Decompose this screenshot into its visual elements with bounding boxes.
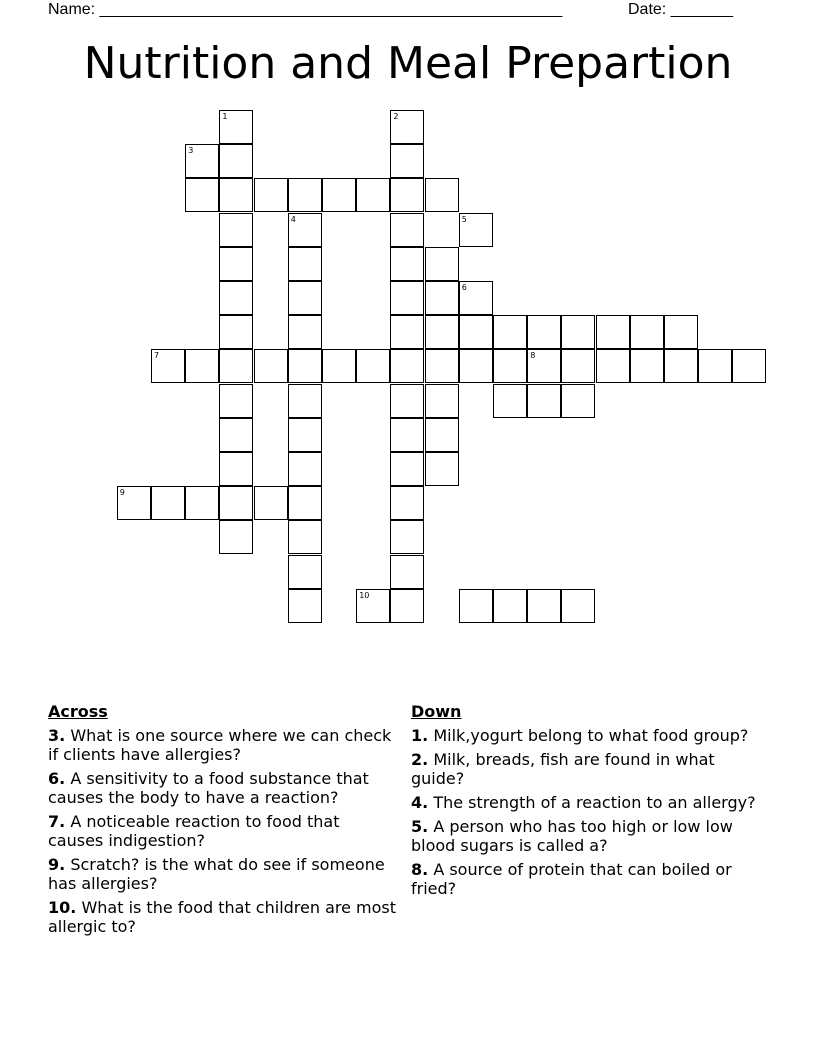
crossword-cell[interactable] <box>219 418 253 452</box>
crossword-cell[interactable] <box>664 315 698 349</box>
cell-number: 2 <box>393 112 399 121</box>
crossword-cell[interactable] <box>288 589 322 623</box>
crossword-cell[interactable] <box>425 452 459 486</box>
crossword-cell[interactable] <box>219 281 253 315</box>
clue-text: A source of protein that can boiled or fried? <box>411 860 732 898</box>
crossword-cell[interactable] <box>390 384 424 418</box>
across-clue-list <box>48 726 398 936</box>
crossword-cell[interactable] <box>254 486 288 520</box>
crossword-cell-numbered[interactable] <box>459 213 493 247</box>
clue-number: 2. <box>411 750 429 769</box>
crossword-cell[interactable] <box>630 349 664 383</box>
crossword-cell[interactable] <box>596 315 630 349</box>
clue-number: 7. <box>48 812 66 831</box>
crossword-cell[interactable] <box>459 589 493 623</box>
across-clue <box>48 898 398 936</box>
crossword-cell[interactable] <box>356 178 390 212</box>
crossword-cell[interactable] <box>732 349 766 383</box>
crossword-cell[interactable] <box>561 349 595 383</box>
crossword-cell[interactable] <box>561 384 595 418</box>
down-clue <box>411 793 761 812</box>
crossword-cell[interactable] <box>390 486 424 520</box>
clue-text: The strength of a reaction to an allergy? <box>433 793 756 812</box>
crossword-cell[interactable] <box>664 349 698 383</box>
crossword-cell[interactable] <box>561 589 595 623</box>
down-clue <box>411 860 761 898</box>
down-clue <box>411 750 761 788</box>
crossword-cell[interactable] <box>288 452 322 486</box>
crossword-cell[interactable] <box>425 418 459 452</box>
clue-number: 6. <box>48 769 66 788</box>
clue-text: Milk,yogurt belong to what food group? <box>433 726 749 745</box>
crossword-cell[interactable] <box>151 486 185 520</box>
crossword-cell[interactable] <box>185 178 219 212</box>
crossword-cell-numbered[interactable] <box>288 213 322 247</box>
crossword-cell[interactable] <box>561 315 595 349</box>
clue-number: 9. <box>48 855 66 874</box>
crossword-cell[interactable] <box>219 144 253 178</box>
crossword-cell[interactable] <box>219 247 253 281</box>
crossword-cell[interactable] <box>459 315 493 349</box>
crossword-cell[interactable] <box>390 555 424 589</box>
crossword-cell-numbered[interactable] <box>117 486 151 520</box>
clue-number: 3. <box>48 726 66 745</box>
crossword-cell[interactable] <box>493 384 527 418</box>
crossword-cell[interactable] <box>288 247 322 281</box>
crossword-cell[interactable] <box>288 384 322 418</box>
crossword-cell[interactable] <box>219 384 253 418</box>
crossword-cell[interactable] <box>493 589 527 623</box>
down-clue <box>411 726 761 745</box>
crossword-cell[interactable] <box>390 213 424 247</box>
crossword-cell[interactable] <box>219 520 253 554</box>
cell-number: 4 <box>290 214 296 224</box>
crossword-cell[interactable] <box>288 555 322 589</box>
across-heading: Across <box>48 702 108 721</box>
date-field[interactable]: Date: _______ <box>628 1 733 18</box>
clue-text: Scratch? is the what do see if someone has allergies? <box>48 855 385 893</box>
across-clue <box>48 726 398 764</box>
crossword-cell[interactable] <box>390 178 424 212</box>
crossword-cell[interactable] <box>493 315 527 349</box>
crossword-cell[interactable] <box>219 452 253 486</box>
crossword-cell[interactable] <box>288 349 322 383</box>
cell-number: 6 <box>461 283 467 292</box>
clue-number: 10. <box>48 898 77 917</box>
clue-number: 5. <box>411 817 429 836</box>
crossword-cell[interactable] <box>425 281 459 315</box>
clue-text: What is one source where we can check if clients have allergies? <box>48 726 392 764</box>
cell-number: 10 <box>359 590 370 600</box>
crossword-cell[interactable] <box>390 452 424 486</box>
clue-number: 8. <box>411 860 429 879</box>
crossword-cell[interactable] <box>390 418 424 452</box>
crossword-cell[interactable] <box>527 384 561 418</box>
crossword-cell[interactable] <box>356 349 390 383</box>
crossword-cell-numbered[interactable] <box>527 349 561 383</box>
across-clue <box>48 812 398 850</box>
crossword-cell-numbered[interactable] <box>390 110 424 144</box>
crossword-cell[interactable] <box>596 349 630 383</box>
crossword-cell-numbered[interactable] <box>356 589 390 623</box>
crossword-cell-numbered[interactable] <box>151 349 185 383</box>
crossword-cell[interactable] <box>698 349 732 383</box>
crossword-cell[interactable] <box>185 486 219 520</box>
crossword-cell[interactable] <box>219 213 253 247</box>
crossword-cell[interactable] <box>390 281 424 315</box>
crossword-cell[interactable] <box>254 178 288 212</box>
crossword-cell[interactable] <box>219 349 253 383</box>
across-clue <box>48 769 398 807</box>
crossword-cell[interactable] <box>459 349 493 383</box>
clue-number: 1. <box>411 726 429 745</box>
cell-number: 8 <box>530 351 536 361</box>
crossword-cell[interactable] <box>425 247 459 281</box>
clue-text: A noticeable reaction to food that causes indigestion? <box>48 812 340 850</box>
crossword-cell[interactable] <box>288 486 322 520</box>
crossword-cell[interactable] <box>288 178 322 212</box>
cell-number: 1 <box>222 112 228 121</box>
crossword-cell-numbered[interactable] <box>185 144 219 178</box>
crossword-cell[interactable] <box>630 315 664 349</box>
page-title: Nutrition and Meal Prepartion <box>83 38 733 89</box>
crossword-cell[interactable] <box>288 315 322 349</box>
cell-number: 9 <box>119 488 125 498</box>
crossword-cell[interactable] <box>322 349 356 383</box>
crossword-cell[interactable] <box>425 178 459 212</box>
across-clues <box>48 702 398 941</box>
crossword-cell[interactable] <box>390 247 424 281</box>
crossword-cell-numbered[interactable] <box>219 110 253 144</box>
across-clue <box>48 855 398 893</box>
down-clues <box>411 702 761 903</box>
crossword-cell[interactable] <box>288 418 322 452</box>
crossword-cell[interactable] <box>322 178 356 212</box>
crossword-cell[interactable] <box>254 349 288 383</box>
crossword-cell[interactable] <box>390 589 424 623</box>
crossword-cell[interactable] <box>185 349 219 383</box>
down-clue <box>411 817 761 855</box>
crossword-cell[interactable] <box>219 178 253 212</box>
cell-number: 7 <box>154 351 160 361</box>
crossword-cell[interactable] <box>425 315 459 349</box>
name-field[interactable]: Name: ____________________________________________________ <box>48 1 563 18</box>
crossword-cell[interactable] <box>390 520 424 554</box>
clue-text: A person who has too high or low low blood sugars is called a? <box>411 817 733 855</box>
crossword-cell[interactable] <box>288 520 322 554</box>
crossword-cell[interactable] <box>527 589 561 623</box>
clue-text: A sensitivity to a food substance that causes the body to have a reaction? <box>48 769 369 807</box>
cell-number: 3 <box>188 146 194 156</box>
cell-number: 5 <box>461 214 467 224</box>
down-heading: Down <box>411 702 462 721</box>
crossword-cell[interactable] <box>288 281 322 315</box>
crossword-cell[interactable] <box>390 349 424 383</box>
crossword-cell[interactable] <box>425 349 459 383</box>
clue-text: Milk, breads, fish are found in what guide? <box>411 750 715 788</box>
crossword-cell[interactable] <box>527 315 561 349</box>
crossword-cell[interactable] <box>219 315 253 349</box>
crossword-cell-numbered[interactable] <box>459 281 493 315</box>
down-clue-list <box>411 726 761 898</box>
crossword-cell[interactable] <box>390 144 424 178</box>
crossword-cell[interactable] <box>219 486 253 520</box>
crossword-cell[interactable] <box>390 315 424 349</box>
crossword-cell[interactable] <box>493 349 527 383</box>
clue-number: 4. <box>411 793 429 812</box>
clue-text: What is the food that children are most allergic to? <box>48 898 397 936</box>
crossword-cell[interactable] <box>425 384 459 418</box>
